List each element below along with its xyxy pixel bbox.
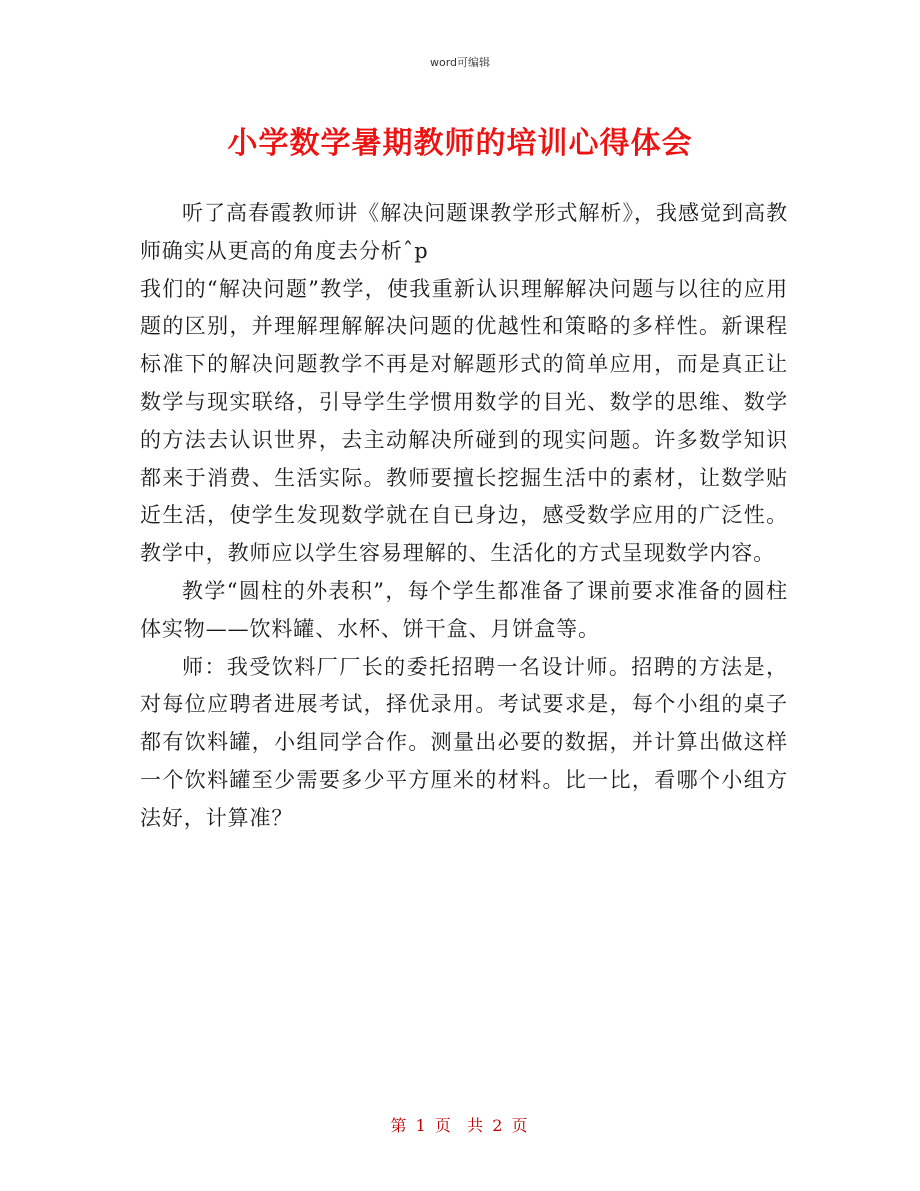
paragraph-1: 听了高春霞教师讲《解决问题课教学形式解析》，我感觉到高教师确实从更高的角度去分析ˆp [140, 201, 788, 263]
document-body [140, 195, 788, 838]
total-pages-number: 2 [492, 1116, 505, 1135]
footer-prefix: 第 [390, 1116, 409, 1135]
current-page-number: 1 [415, 1116, 428, 1135]
document-title: 小学数学暑期教师的培训心得体会 [227, 126, 693, 161]
paragraph-4: 师：我受饮料厂厂长的委托招聘一名设计师。招聘的方法是，对每位应聘者进展考试，择优录用。考试要求是，每个小组的桌子都有饮料罐，小组同学合作。测量出必要的数据，并计算出做这样一个饮料罐至少需要多少平方厘米的材料。比一比，看哪个小组方法好，计算准？ [140, 654, 788, 830]
footer-mid: 页 共 [434, 1116, 486, 1135]
paragraph-2: 我们的“解决问题”教学，使我重新认识理解解决问题与以往的应用题的区别，并理解理解解决问题的优越性和策略的多样性。新课程标准下的解决问题教学不再是对解题形式的简单应用，而是真正让数学与现实联络，引导学生学惯用数学的目光、数学的思维、数学的方法去认识世界，去主动解决所碰到的现实问题。许多数学知识都来于消费、生活实际。教师要擅长挖掘生活中的素材，让数学贴近生活，使学生发现数学就在自已身边，感受数学应用的广泛性。教学中，教师应以学生容易理解的、生活化的方式呈现数学内容。 [140, 276, 788, 566]
footer-suffix: 页 [511, 1116, 530, 1135]
page-footer [0, 1113, 920, 1136]
paragraph-3: 教学“圆柱的外表积”，每个学生都准备了课前要求准备的圆柱体实物——饮料罐、水杯、饼干盒、月饼盒等。 [140, 578, 788, 641]
header-note: word可编辑 [429, 56, 491, 69]
